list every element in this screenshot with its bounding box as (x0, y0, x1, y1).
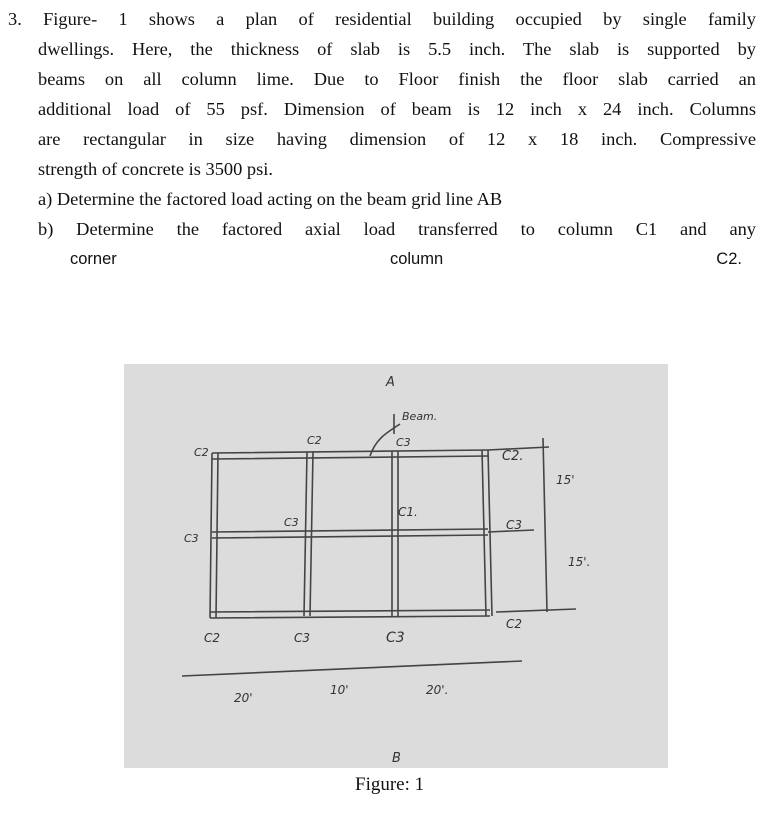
question-text-line-1: Figure- 1 shows a plan of residential building occupied by single family (43, 9, 756, 29)
question-line-5: are rectangular in size having dimension of 12 x 18 inch. Compressive (38, 129, 756, 149)
beam-top (212, 450, 488, 459)
label-15-a: 15' (556, 473, 575, 487)
part-b-continuation (8, 244, 756, 274)
part-b-word-corner: corner (70, 250, 117, 268)
label-c3-top-3: C3 (396, 436, 411, 449)
question-line-2: dwellings. Here, the thickness of slab is 5.5 inch. The slab is supported by (38, 39, 756, 59)
part-b-word-column: column (389, 250, 444, 268)
label-c2-top-2: C2 (307, 434, 322, 447)
beam-bottom (210, 610, 490, 618)
vertical-dimension-line (543, 438, 547, 612)
part-b-word-c2: C2. (716, 250, 742, 268)
label-c3-bottom-3: C3 (386, 630, 405, 646)
label-c3-right: C3 (506, 518, 523, 532)
label-c3-bottom-2: C3 (294, 631, 311, 645)
question-block (8, 4, 756, 274)
plan-sketch (124, 364, 668, 768)
label-c2-bottom-left: C2 (204, 631, 221, 645)
beam-right (482, 450, 492, 616)
leader-bottom-right (496, 609, 576, 612)
beam-middle (212, 529, 488, 538)
label-beam: Beam. (402, 410, 438, 423)
label-20-a: 20' (234, 691, 253, 705)
beam-grid-ab (392, 451, 398, 616)
beam-grid-2 (304, 452, 313, 616)
question-line-3: beams on all column lime. Due to Floor finish the floor slab carried an (38, 69, 756, 89)
label-a: A (386, 375, 395, 390)
label-20-b: 20'. (426, 683, 449, 697)
question-number: 3. (8, 9, 22, 29)
part-a: a) Determine the factored load acting on the beam grid line AB (38, 189, 503, 209)
beam-left (210, 453, 218, 618)
label-c1: C1. (398, 505, 418, 519)
question-line-1 (8, 4, 756, 34)
label-c2-top-right: C2. (502, 449, 524, 464)
figure-photo (124, 364, 668, 768)
dimension-line (182, 661, 522, 676)
part-b: b) Determine the factored axial load transferred to column C1 and any (38, 219, 756, 239)
label-15-b: 15'. (568, 555, 591, 569)
question-line-6: strength of concrete is 3500 psi. (38, 159, 273, 179)
label-c3-left: C3 (184, 532, 199, 545)
label-c2-bottom-right: C2 (506, 617, 523, 631)
label-c2-top-left: C2 (194, 446, 209, 459)
question-line-4: additional load of 55 psf. Dimension of beam is 12 inch x 24 inch. Columns (38, 99, 756, 119)
figure-caption: Figure: 1 (355, 774, 425, 795)
label-c3-mid-2: C3 (284, 516, 299, 529)
label-10: 10' (330, 683, 349, 697)
label-b: B (392, 751, 401, 766)
